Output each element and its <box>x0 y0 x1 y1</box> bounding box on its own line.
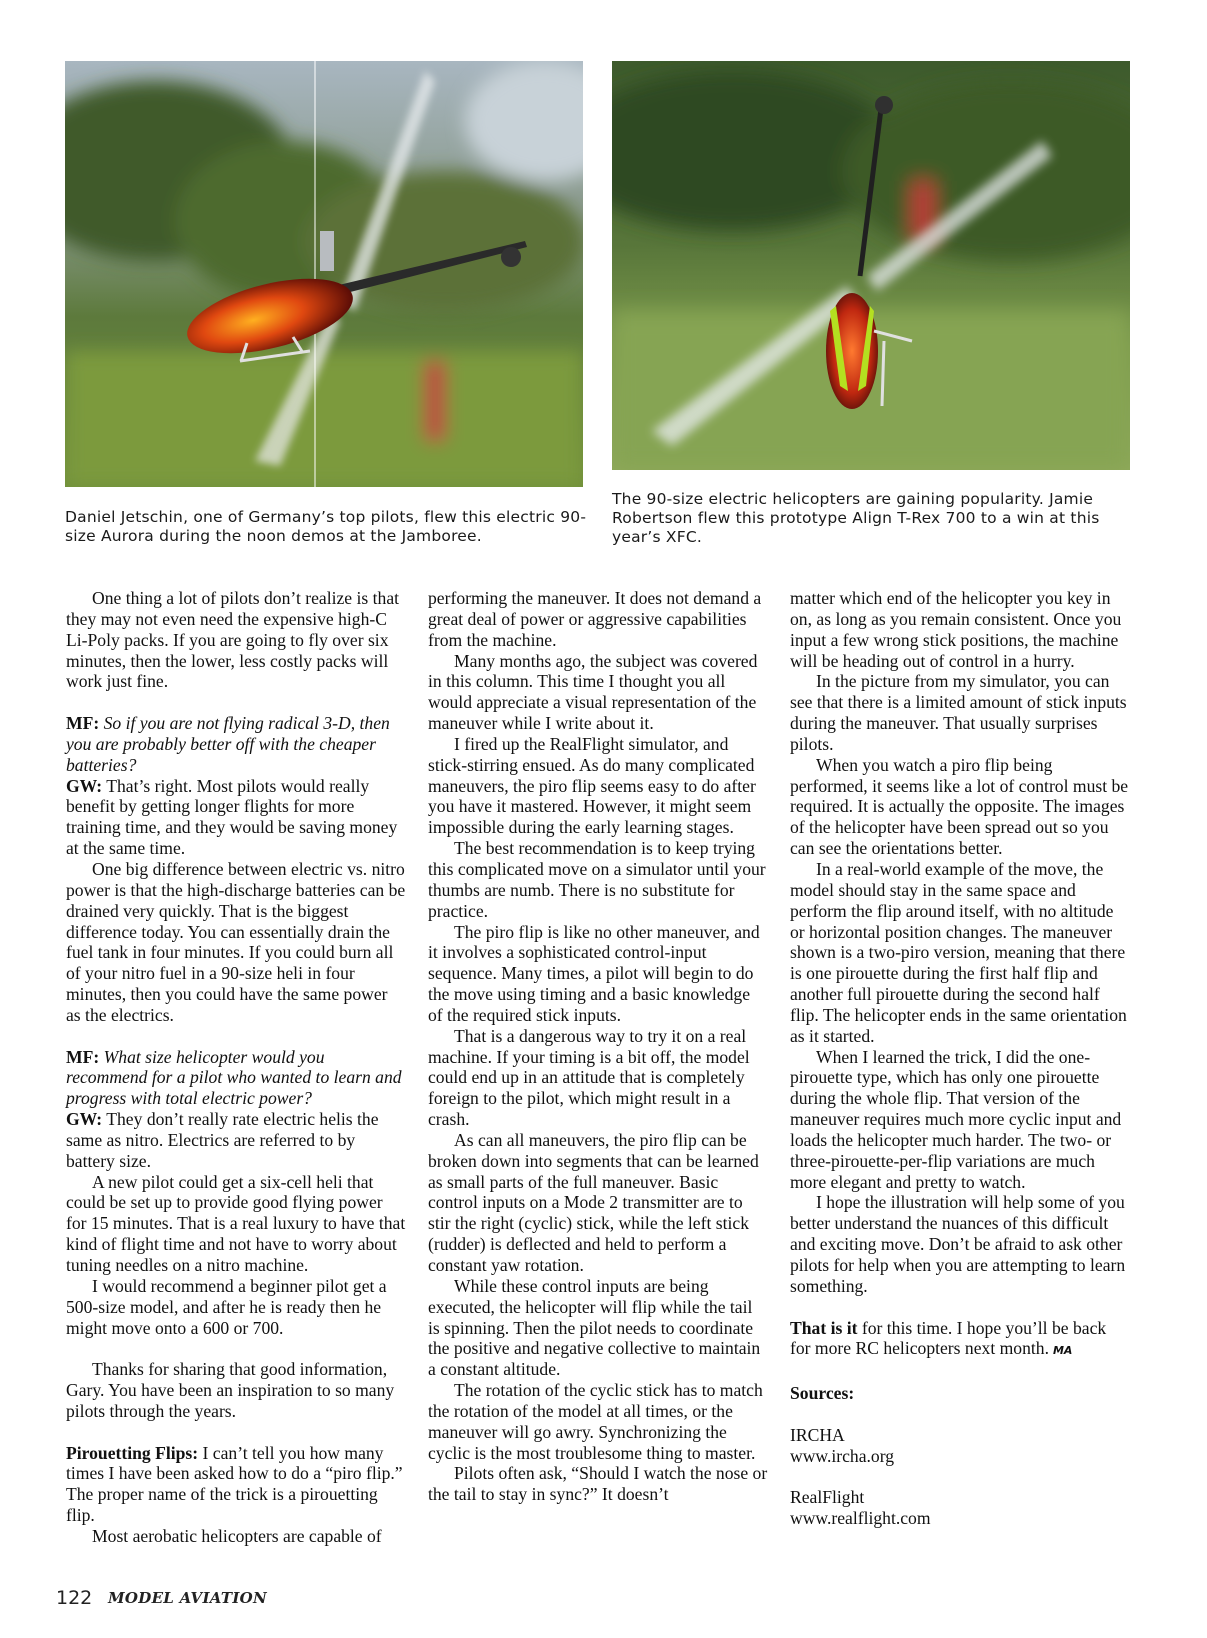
article-column-1 <box>66 588 406 1547</box>
paragraph: The rotation of the cyclic stick has to match the rotation of the model at all times, or the maneuver will go awry. Synchronizing the cyclic is the most troublesome thing to master. <box>428 1380 763 1463</box>
answer-text: They don’t really rate electric helis the same as nitro. Electrics are referred to by battery size. <box>66 1109 379 1171</box>
paragraph: When I learned the trick, I did the one-pirouette type, which has only one pirouette during the whole flip. That version of the maneuver requires much more cyclic input and loads the helicopter much harder. The two- or three-pirouette-per-flip variations are much more elegant and pretty to watch. <box>790 1046 1122 1192</box>
article-column-3 <box>790 588 1130 1529</box>
interview-question <box>66 713 406 776</box>
paragraph: In the picture from my simulator, you can see that there is a limited amount of stick inputs during the maneuver. That usually surprises pilots. <box>790 671 1127 754</box>
speaker-label: GW: <box>66 1109 103 1130</box>
paragraph: I would recommend a beginner pilot get a 500-size model, and after he is ready then he might move onto a 600 or 700. <box>66 1275 387 1338</box>
photo-helicopter-aurora <box>65 61 583 487</box>
paragraph: That is a dangerous way to try it on a real machine. If your timing is a bit off, the model could end up in an attitude that is completely foreign to the pilot, which might result in a crash. <box>428 1025 750 1130</box>
paragraph: Thanks for sharing that good information, Gary. You have been an inspiration to so many pilots through the years. <box>66 1359 395 1421</box>
paragraph: While these control inputs are being executed, the helicopter will flip while the tail is spinning. Then the pilot needs to coordinate the positive and negative collective to maintain a constant altitude. <box>428 1275 761 1380</box>
question-text: What size helicopter would you recommend for a pilot who wanted to learn and progress with total electric power? <box>66 1046 402 1109</box>
paragraph: I hope the illustration will help some of you better understand the nuances of this difficult and exciting move. Don’t be afraid to ask other pilots for help when you are attempting to learn something. <box>790 1192 1126 1296</box>
paragraph-text: I can’t tell you how many times I have been asked how to do a “piro flip.” The proper name of the trick is a pirouetting flip. <box>66 1442 403 1526</box>
question-text: So if you are not flying radical 3-D, then you are probably better off with the cheaper batteries? <box>66 713 390 775</box>
article-column-2 <box>428 588 768 1505</box>
page-number: 122 <box>56 1587 93 1609</box>
source-url[interactable]: www.realflight.com <box>790 1508 931 1529</box>
paragraph: In a real-world example of the move, the model should stay in the same space and perform the flip around itself, with no altitude or horizontal position changes. The maneuver shown is a two-piro version, meaning that there is one pirouette during the first half flip and another full pirouette during the second half flip. The helicopter ends in the same orientation as it started. <box>790 858 1127 1046</box>
sources-heading: Sources: <box>790 1383 855 1404</box>
paragraph: When you watch a piro flip being performed, it seems like a lot of control must be required. It is actually the opposite. The images of the helicopter have been spread out so you can see the orientations better. <box>790 754 1129 859</box>
section-heading: Pirouetting Flips: <box>66 1442 199 1463</box>
photo2-caption: The 90-size electric helicopters are gaining popularity. Jamie Robertson flew this prototype Align T-Rex 700 to a win at this year’s XFC. <box>612 490 1100 546</box>
paragraph: The piro flip is like no other maneuver, and it involves a sophisticated control-input sequence. Many times, a pilot will begin to do the move using timing and a basic knowledge of the required stick inputs. <box>428 921 760 1025</box>
photo1-caption: Daniel Jetschin, one of Germany’s top pilots, flew this electric 90-size Aurora during the noon demos at the Jamboree. <box>65 508 587 545</box>
speaker-label: MF: <box>66 713 100 734</box>
paragraph: I fired up the RealFlight simulator, and stick-stirring ensued. As do many complicated maneuvers, the piro flip seems easy to do after you have it mastered. However, it might seem impossible during the early learning stages. <box>428 733 756 838</box>
paragraph: One big difference between electric vs. nitro power is that the high-discharge batteries can be drained very quickly. That is the biggest difference today. You can essentially drain the fuel tank in four minutes. If you could burn all of your nitro fuel in a 90-size heli in four minutes, then you could have the same power as the electrics. <box>66 858 406 1025</box>
answer-text: That’s right. Most pilots would really benefit by getting longer flights for more training time, and they would be saving money at the same time. <box>66 775 398 859</box>
paragraph: The best recommendation is to keep trying this complicated move on a simulator until your thumbs are numb. There is no substitute for practice. <box>428 838 766 921</box>
source-url[interactable]: www.ircha.org <box>790 1445 895 1466</box>
paragraph: performing the maneuver. It does not demand a great deal of power or aggressive capabilities from the machine. <box>428 588 762 650</box>
paragraph: Most aerobatic helicopters are capable of <box>92 1525 382 1546</box>
source-name: RealFlight <box>790 1487 865 1508</box>
paragraph: Many months ago, the subject was covered in this column. This time I thought you all would appreciate a visual representation of the maneuver while I write about it. <box>428 650 758 734</box>
source-name: IRCHA <box>790 1424 845 1445</box>
section-paragraph <box>66 1443 406 1526</box>
paragraph: matter which end of the helicopter you key in on, as long as you remain consistent. Once you input a few wrong stick positions, the machine will be heading out of control in a hurry. <box>790 588 1122 671</box>
interview-answer <box>66 776 406 859</box>
closing-paragraph <box>790 1318 1130 1363</box>
magazine-name: MODEL AVIATION <box>108 1589 268 1607</box>
interview-question <box>66 1047 406 1110</box>
speaker-label: GW: <box>66 775 103 796</box>
photo-helicopter-trex700 <box>612 61 1130 470</box>
closing-bold: That is it <box>790 1317 858 1338</box>
paragraph: A new pilot could get a six-cell heli that could be set up to provide good flying power for 15 minutes. That is a real luxury to have that kind of flight time and not have to worry about tuning needles on a nitro machine. <box>66 1171 406 1275</box>
interview-answer <box>66 1109 406 1172</box>
paragraph: Pilots often ask, “Should I watch the nose or the tail to stay in sync?” It doesn’t <box>428 1463 768 1505</box>
speaker-label: MF: <box>66 1046 100 1067</box>
paragraph: As can all maneuvers, the piro flip can be broken down into segments that can be learned as small parts of the full maneuver. Basic control inputs on a Mode 2 transmitter are to stir the right (cyclic) stick, while the left stick (rudder) is deflected and held to perform a constant yaw rotation. <box>428 1129 759 1275</box>
ma-end-mark: MA <box>1052 1344 1073 1358</box>
paragraph: One thing a lot of pilots don’t realize is that they may not even need the expensive high-C Li-Poly packs. If you are going to fly over six minutes, then the lower, less costly packs will work just fine. <box>66 588 400 692</box>
closing-text: for this time. I hope you’ll be back for more RC helicopters next month. <box>790 1317 1107 1359</box>
